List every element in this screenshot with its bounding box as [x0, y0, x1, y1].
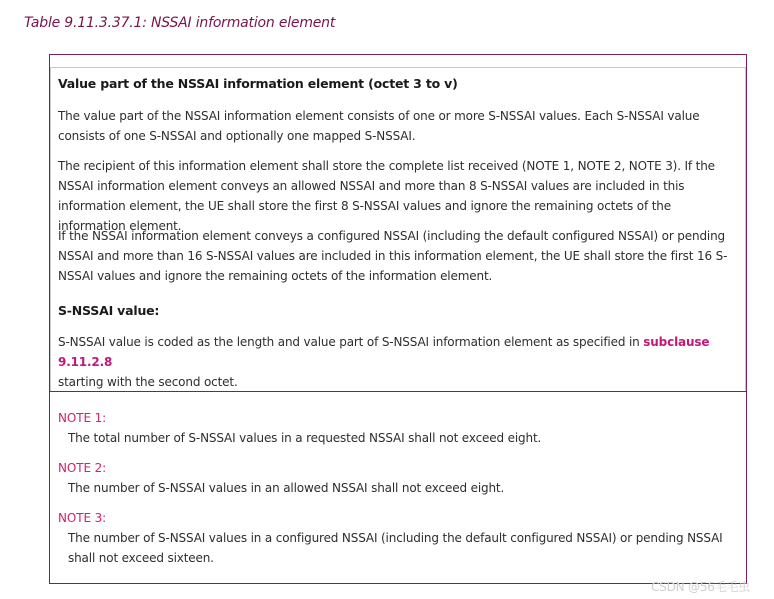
- s-nssai-value-title: S-NSSAI value:: [58, 303, 160, 318]
- s-nssai-text-before-link: S-NSSAI value is coded as the length and value part of S-NSSAI information element as specified in: [58, 335, 644, 349]
- value-part-paragraph-2: The recipient of this information element shall store the complete list received (NOTE 1, NOTE 2, NOTE 3). If the NSSAI information element conveys an allowed NSSAI and more than 8 S-NSSAI values are included in this information element, the UE shall store the first 8 S-NSSAI values and ignore the remaining octets of the information element.: [58, 159, 715, 233]
- note-1-label: NOTE 1:: [58, 411, 107, 425]
- notes-divider: [50, 391, 746, 392]
- nssai-table: [49, 54, 747, 584]
- s-nssai-value-paragraph: [58, 332, 740, 392]
- value-part-paragraph-3: If the NSSAI information element conveys a configured NSSAI (including the default configured NSSAI) or pending NSSAI and more than 16 S-NSSAI values are included in this information element, the UE shall store the first 16 S-NSSAI values and ignore the remaining octets of the information element.: [58, 229, 728, 283]
- s-nssai-text-after-link: starting with the second octet.: [58, 375, 238, 389]
- note-2-text: The number of S-NSSAI values in an allowed NSSAI shall not exceed eight.: [68, 481, 505, 495]
- table-caption: Table 9.11.3.37.1: NSSAI information element: [24, 15, 336, 31]
- note-1-text: The total number of S-NSSAI values in a requested NSSAI shall not exceed eight.: [68, 431, 542, 445]
- note-3-label: NOTE 3:: [58, 511, 107, 525]
- note-3-text: The number of S-NSSAI values in a configured NSSAI (including the default configured NSSAI) or pending NSSAI shall not exceed sixteen.: [68, 531, 723, 565]
- note-2-label: NOTE 2:: [58, 461, 107, 475]
- watermark: CSDN @56毛毛虫: [651, 580, 751, 594]
- subclause-link[interactable]: subclause 9.11.2.8: [58, 335, 710, 369]
- value-part-title: Value part of the NSSAI information element (octet 3 to v): [58, 76, 458, 91]
- value-part-paragraph-1: The value part of the NSSAI information element consists of one or more S-NSSAI values. Each S-NSSAI value consists of one S-NSSAI and optionally one mapped S-NSSAI.: [58, 109, 700, 143]
